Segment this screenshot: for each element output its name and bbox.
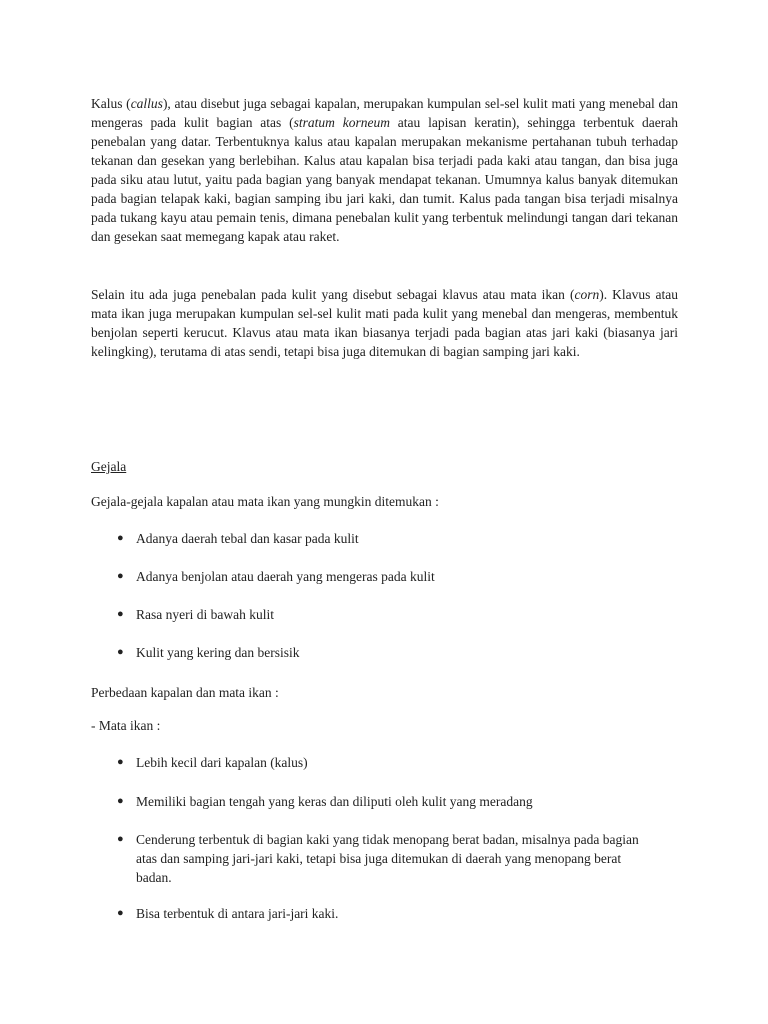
list-item bbox=[117, 567, 677, 586]
bullet-icon: ● bbox=[117, 795, 124, 807]
list-item-text: Kulit yang kering dan bersisik bbox=[136, 645, 300, 660]
paragraph-callus bbox=[91, 94, 678, 246]
list-item-text: Bisa terbentuk di antara jari-jari kaki. bbox=[136, 906, 339, 921]
list-item-text: Memiliki bagian tengah yang keras dan diliputi oleh kulit yang meradang bbox=[136, 794, 533, 809]
paragraph-corn-text-1: Selain itu ada juga penebalan pada kulit yang disebut sebagai klavus atau mata ikan ( bbox=[91, 287, 575, 302]
paragraph-corn-text-2: ). Klavus atau mata ikan juga merupakan kumpulan sel-sel kulit mati pada kulit yang menebal dan mengeras, membentuk benjolan seperti kerucut. Klavus atau mata ikan biasanya terjadi pada bagian atas jari kaki (biasanya jari kelingking), terutama di atas sendi, tetapi bisa juga ditemukan di bagian samping jari kaki. bbox=[91, 287, 678, 359]
bullet-icon: ● bbox=[117, 570, 124, 582]
list-item bbox=[117, 643, 677, 662]
list-item-text: Adanya benjolan atau daerah yang mengeras pada kulit bbox=[136, 569, 435, 584]
bullet-icon: ● bbox=[117, 532, 124, 544]
paragraph-callus-text-1: Kalus ( bbox=[91, 96, 131, 111]
list-item bbox=[117, 605, 677, 624]
symptoms-intro: Gejala-gejala kapalan atau mata ikan yang mungkin ditemukan : bbox=[91, 494, 439, 509]
bullet-icon: ● bbox=[117, 907, 124, 919]
difference-intro: Perbedaan kapalan dan mata ikan : bbox=[91, 685, 279, 700]
section-heading-gejala: Gejala bbox=[91, 459, 127, 474]
callus-term: callus bbox=[130, 96, 163, 111]
list-item-text: Rasa nyeri di bawah kulit bbox=[136, 607, 274, 622]
list-item bbox=[117, 792, 677, 811]
list-item bbox=[117, 529, 677, 548]
list-item bbox=[117, 830, 677, 887]
bullet-icon: ● bbox=[117, 608, 124, 620]
list-item bbox=[117, 753, 677, 772]
list-item-text: Cenderung terbentuk di bagian kaki yang tidak menopang berat badan, misalnya pada bagian atas dan samping jari-jari kaki, tetapi bisa juga ditemukan di daerah yang menopang berat badan. bbox=[136, 832, 639, 885]
paragraph-corn bbox=[91, 285, 678, 361]
paragraph-callus-text-3: atau lapisan keratin), sehingga terbentuk daerah penebalan yang datar. Terbentuknya kalus atau kapalan merupakan mekanisme pertahanan tubuh terhadap tekanan dan gesekan yang berlebihan. Kalus atau kapalan bisa terjadi pada kaki atau tangan, dan bisa juga pada siku atau lutut, yaitu pada bagian yang banyak mendapat tekanan. Umumnya kalus banyak ditemukan pada bagian telapak kaki, bagian samping ibu jari kaki, dan tumit. Kalus pada tangan bisa terjadi misalnya pada tukang kayu atau pemain tenis, dimana penebalan kulit yang terbentuk melindungi tangan dari tekanan dan gesekan saat memegang kapak atau raket. bbox=[91, 115, 679, 244]
paragraph-callus-text-2: ), atau disebut juga sebagai kapalan, merupakan kumpulan sel-sel kulit mati yang menebal dan mengeras pada kulit bagian atas ( bbox=[91, 96, 678, 130]
list-item bbox=[117, 904, 677, 923]
bullet-icon: ● bbox=[117, 833, 124, 845]
corn-term: corn bbox=[574, 287, 600, 302]
stratum-korneum-term: stratum korneum bbox=[293, 115, 390, 130]
bullet-icon: ● bbox=[117, 646, 124, 658]
bullet-icon: ● bbox=[117, 756, 124, 768]
list-item-text: Adanya daerah tebal dan kasar pada kulit bbox=[136, 531, 359, 546]
mata-ikan-label: - Mata ikan : bbox=[91, 718, 161, 733]
list-item-text: Lebih kecil dari kapalan (kalus) bbox=[136, 755, 308, 770]
